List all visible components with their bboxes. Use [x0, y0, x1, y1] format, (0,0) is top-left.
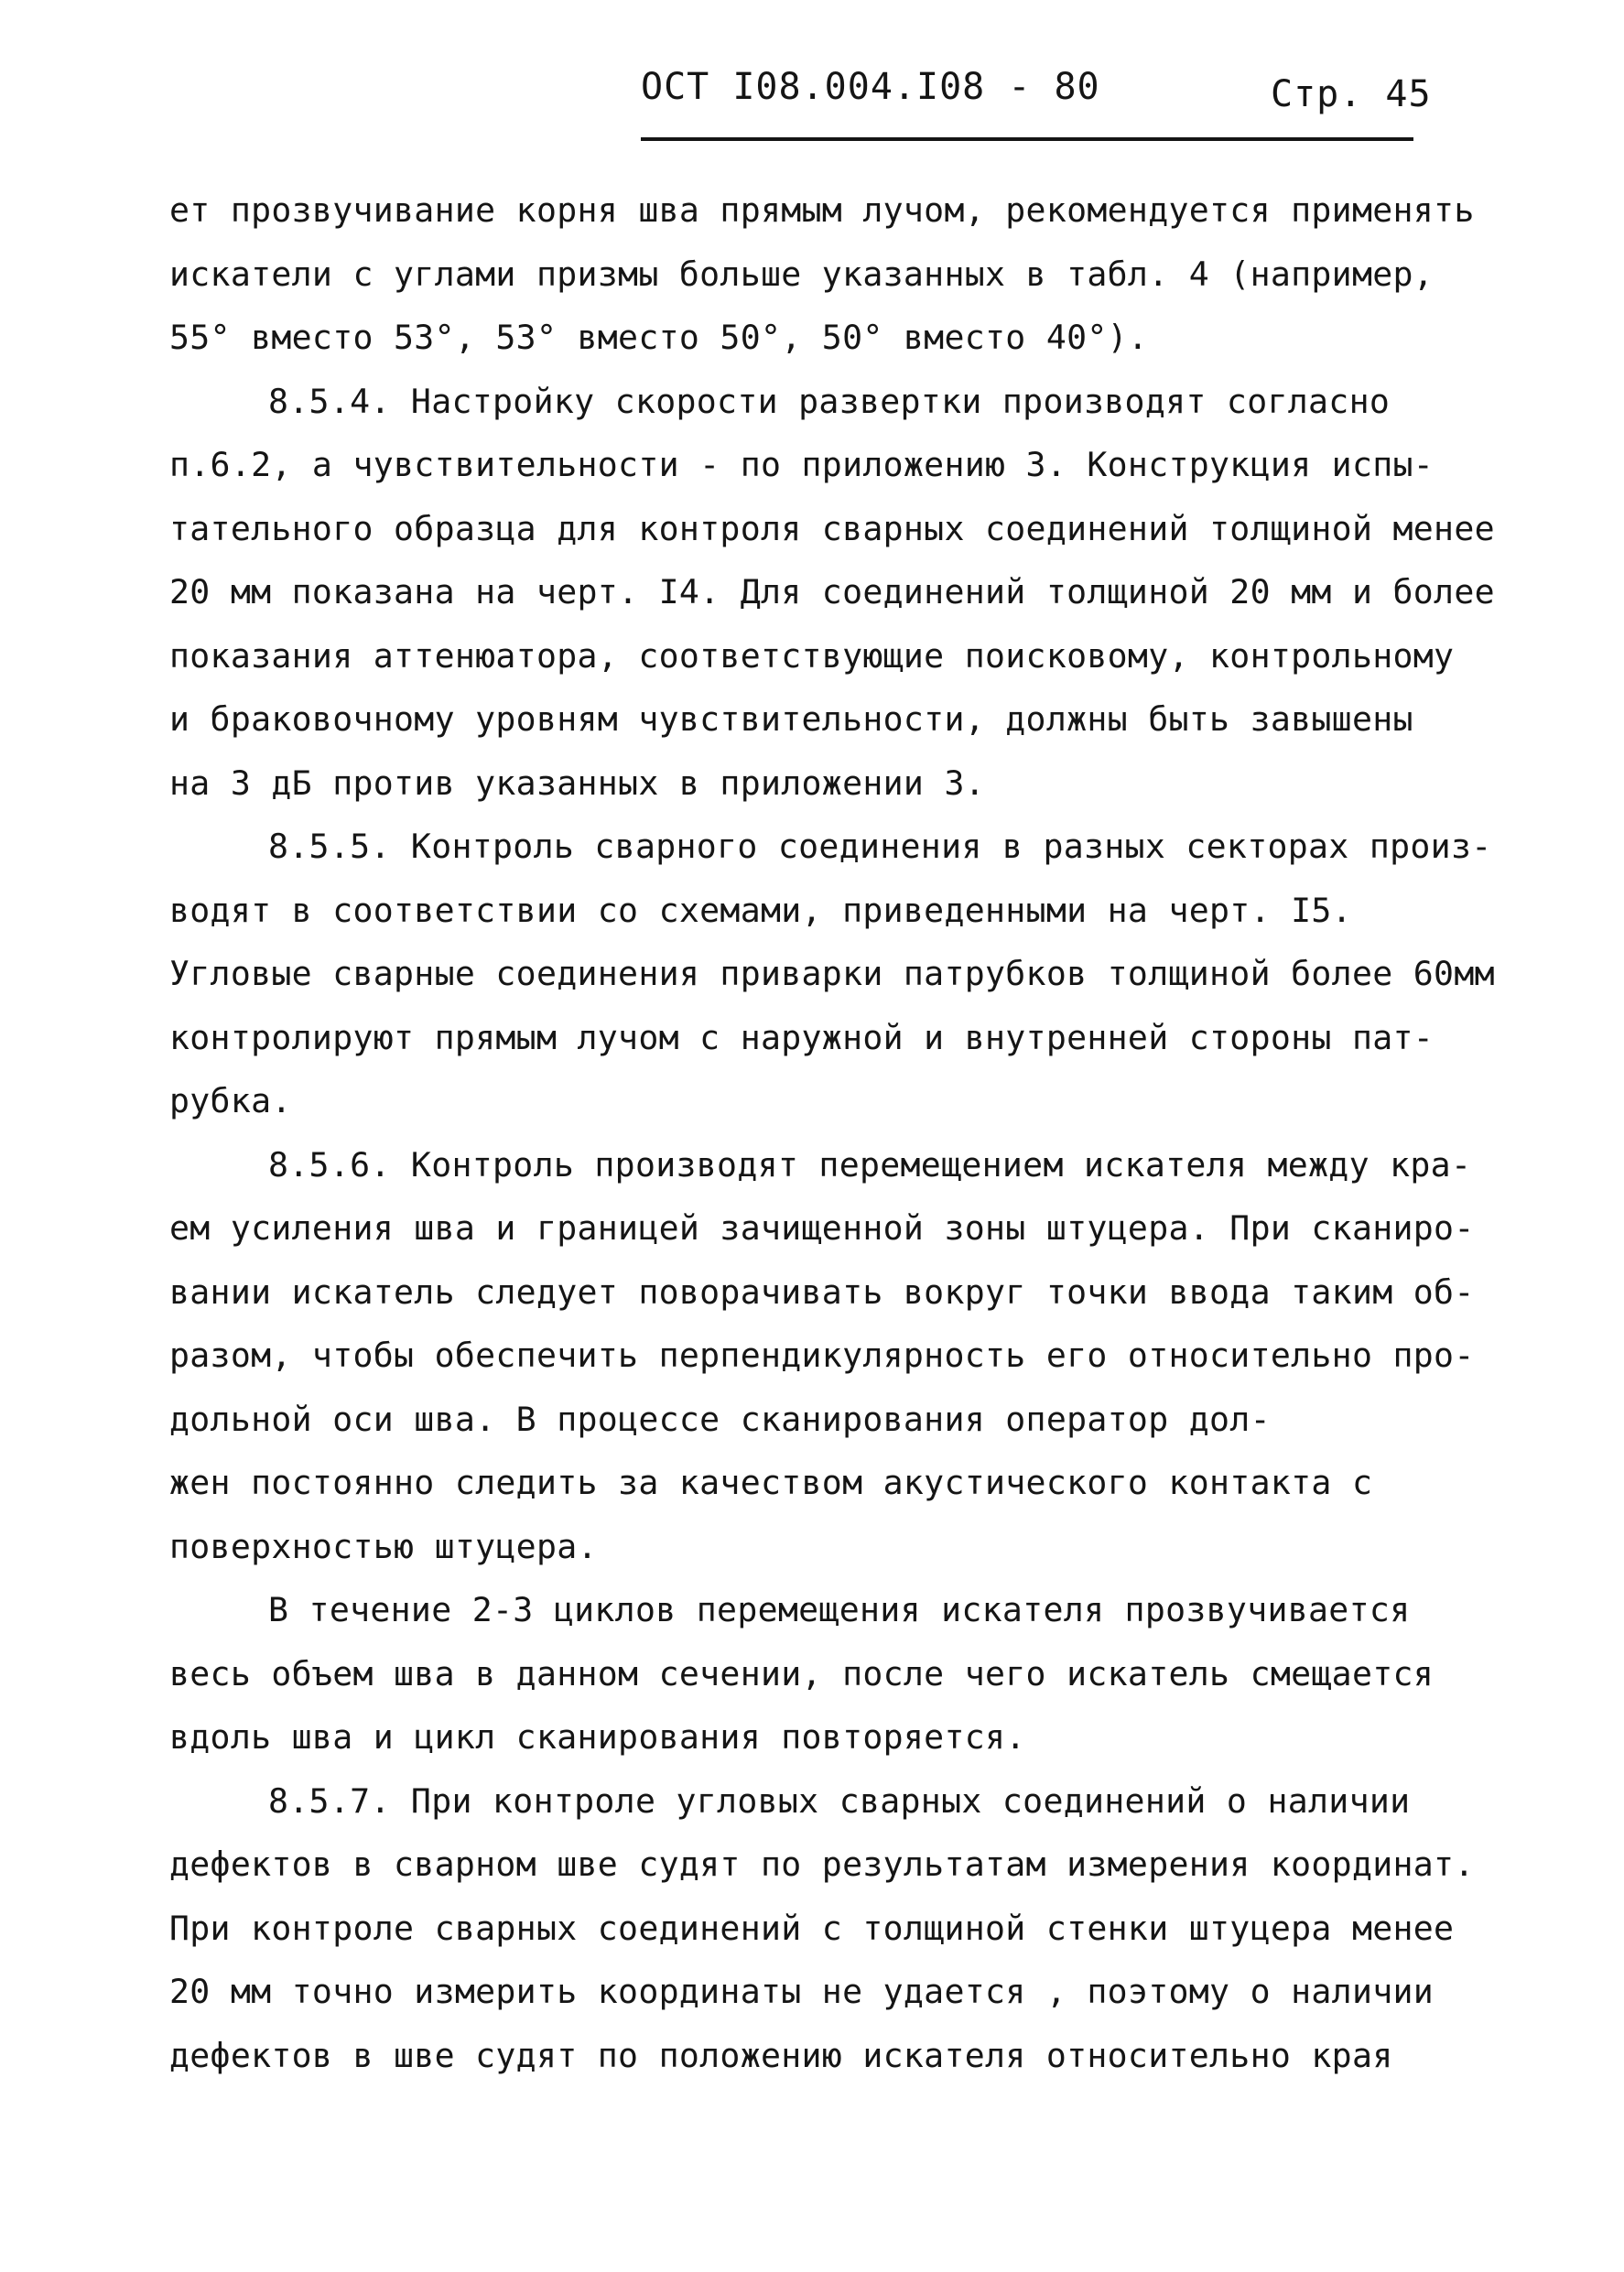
- text-line: поверхностью штуцера.: [169, 1526, 598, 1566]
- text-line: В течение 2-3 циклов перемещения искателя прозвучивается: [268, 1590, 1411, 1629]
- text-line: искатели с углами призмы больше указанных в табл. 4 (например,: [169, 254, 1435, 294]
- header-rule: [641, 137, 1413, 141]
- text-line: Угловые сварные соединения приварки патрубков толщиной более 60мм: [169, 954, 1495, 993]
- text-line: дефектов в шве судят по положению искателя относительно края: [169, 2035, 1393, 2075]
- text-line: рубка.: [169, 1081, 292, 1120]
- text-line: дольной оси шва. В процессе сканирования оператор дол-: [169, 1399, 1271, 1439]
- text-line: 20 мм показана на черт. I4. Для соединений толщиной 20 мм и более: [169, 572, 1495, 611]
- document-code: ОСТ I08.004.I08 - 80: [641, 66, 1100, 108]
- text-line: 8.5.4. Настройку скорости развертки производят согласно: [268, 381, 1391, 421]
- text-line: вдоль шва и цикл сканирования повторяется.: [169, 1717, 1026, 1757]
- text-line: контролируют прямым лучом с наружной и внутренней стороны пат-: [169, 1017, 1435, 1057]
- text-line: При контроле сварных соединений с толщиной стенки штуцера менее: [169, 1908, 1455, 1948]
- text-line: ем усиления шва и границей зачищенной зоны штуцера. При сканиро-: [169, 1208, 1475, 1248]
- text-line: 8.5.7. При контроле угловых сварных соединений о наличии: [268, 1780, 1411, 1821]
- text-line: 8.5.6. Контроль производят перемещением искателя между кра-: [268, 1144, 1472, 1185]
- text-line: п.6.2, а чувствительности - по приложению 3. Конструкция испы-: [169, 445, 1435, 484]
- text-line: тательного образца для контроля сварных соединений толщиной менее: [169, 508, 1495, 548]
- text-line: ет прозвучивание корня шва прямым лучом, рекомендуется применять: [169, 190, 1475, 230]
- text-line: 8.5.5. Контроль сварного соединения в разных секторах произ-: [268, 827, 1492, 866]
- text-line: водят в соответствии со схемами, приведенными на черт. I5.: [169, 890, 1352, 930]
- text-line: вании искатель следует поворачивать вокруг точки ввода таким об-: [169, 1271, 1475, 1312]
- body-text: [169, 179, 1495, 2087]
- text-line: показания аттенюатора, соответствующие поисковому, контрольному: [169, 635, 1455, 676]
- page-number: Стр. 45: [1271, 73, 1432, 115]
- text-line: 20 мм точно измерить координаты не удается , поэтому о наличии: [169, 1972, 1435, 2011]
- text-line: 55° вместо 53°, 53° вместо 50°, 50° вместо 40°).: [169, 318, 1149, 357]
- text-line: дефектов в сварном шве судят по результатам измерения координат.: [169, 1845, 1475, 1884]
- page-header: [0, 66, 1624, 130]
- text-line: весь объем шва в данном сечении, после чего искатель смещается: [169, 1653, 1435, 1693]
- text-line: жен постоянно следить за качеством акустического контакта с: [169, 1463, 1373, 1502]
- text-line: на 3 дБ против указанных в приложении 3.: [169, 763, 985, 803]
- text-line: и браковочному уровням чувствительности, должны быть завышены: [169, 699, 1413, 739]
- text-line: разом, чтобы обеспечить перпендикулярность его относительно про-: [169, 1336, 1475, 1375]
